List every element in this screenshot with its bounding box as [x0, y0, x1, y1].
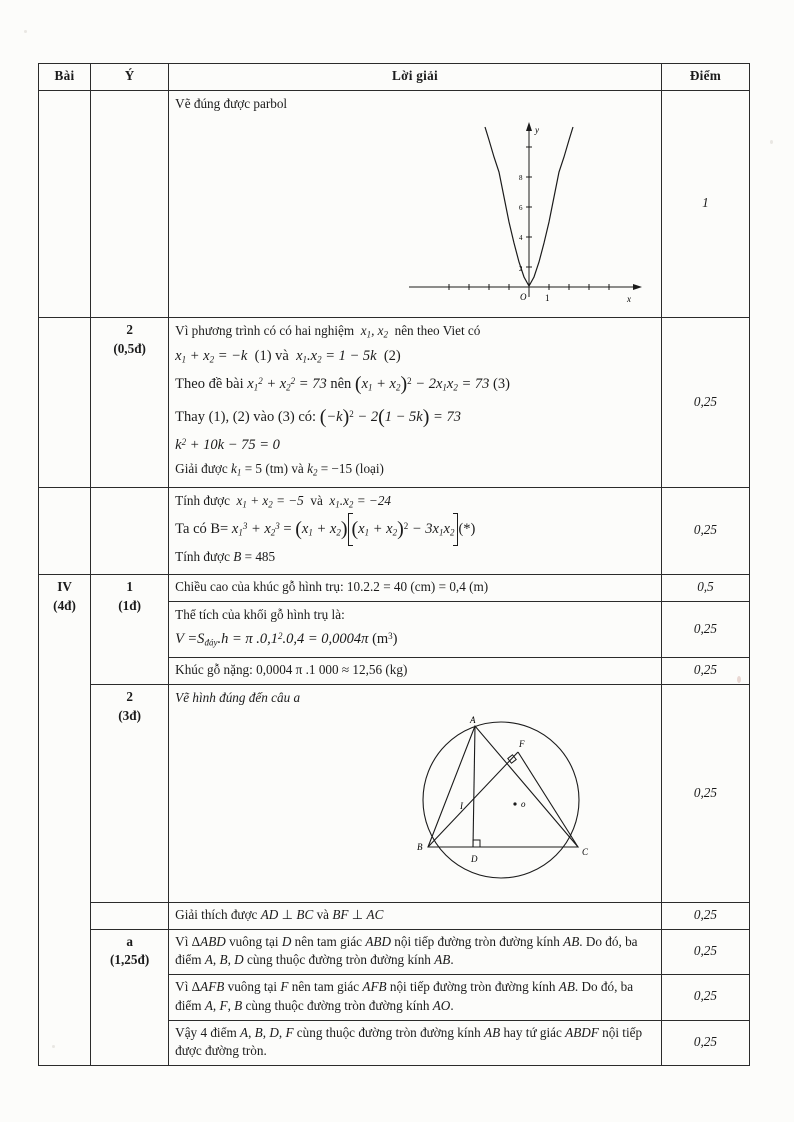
cell-y: [91, 90, 169, 318]
solution-line: Vì ΔABD vuông tại D nên tam giác ABD nội tiếp đường tròn đường kính AB. Do đó, ba điểm A, B, D cùng thuộc đường tròn đường kính AB.: [175, 933, 638, 968]
table-row: [39, 685, 750, 903]
solution-line: $V =S_{đáy}.h = \pi$ $.0,1^2.0,4 = 0,0004\pi$ $(m^3)$: [175, 630, 398, 648]
cell-diem: 0,25: [661, 975, 749, 1020]
svg-text:o: o: [521, 798, 526, 809]
cell-y-main: 1: [126, 579, 133, 595]
solution-line: Thể tích của khối gỗ hình trụ là:: [175, 607, 345, 623]
cell-y: [91, 575, 169, 685]
cell-diem: 1: [661, 90, 749, 318]
table-row: [39, 929, 750, 974]
parabola-figure: [175, 117, 655, 313]
parabola-svg: [399, 119, 649, 309]
solution-line: Giải thích được AD ⊥ BC và BF ⊥ AC: [175, 906, 384, 922]
solution-line: Khúc gỗ nặng: 0,0004 π .1 000 ≈ 12,56 (kg): [175, 662, 408, 678]
cell-solution: [169, 487, 662, 574]
svg-text:8: 8: [518, 174, 523, 183]
svg-text:F: F: [519, 738, 525, 749]
solution-line: Tính được B = 485: [175, 548, 276, 564]
header-loi-giai: Lời giải: [169, 64, 662, 91]
svg-text:O: O: [519, 292, 527, 303]
svg-text:y: y: [534, 125, 539, 136]
cell-y-sub: (0,5đ): [113, 341, 146, 357]
svg-text:6: 6: [518, 204, 523, 213]
svg-text:1: 1: [544, 293, 550, 304]
solution-line: Theo đề bài $x_1^2 + x_2^2 = 73$ nên $(x_1 + x_2)^2 - 2x_1x_2 = 73$ (3): [175, 373, 510, 396]
cell-y: [91, 902, 169, 929]
solution-line: Ta có $B= x_1^3 + x_2^3 = (x_1 + x_2) (x_1 + x_2)^2 - 3x_1x_2$ (*): [175, 515, 655, 543]
solution-line: Vì phương trình có có hai nghiệm $x_1$, $x_2$ nên theo Viet có: [175, 323, 481, 340]
cell-solution: [169, 902, 662, 929]
table-row: [39, 487, 750, 574]
svg-text:x: x: [626, 294, 631, 305]
cell-solution: [169, 658, 662, 685]
cell-solution: [169, 1020, 662, 1065]
svg-text:I: I: [460, 800, 464, 811]
cell-y-sub: (1,25đ): [110, 952, 150, 968]
solution-line: Chiều cao của khúc gỗ hình trụ: 10.2.2 = 40 (cm) = 0,4 (m): [175, 579, 489, 595]
solution-line: Vẽ hình đúng đến câu a: [175, 690, 301, 706]
cell-y: [91, 929, 169, 1065]
cell-diem: 0,25: [661, 602, 749, 658]
header-diem: Điểm: [661, 64, 749, 91]
cell-diem: 0,25: [661, 658, 749, 685]
cell-y-main: 2: [126, 322, 133, 338]
cell-bai-IV: [39, 575, 91, 1066]
svg-text:C: C: [582, 846, 589, 857]
cell-diem: 0,25: [661, 318, 749, 488]
table-header-row: [39, 64, 750, 91]
cell-diem: 0,25: [661, 685, 749, 903]
table-row: [39, 318, 750, 488]
cell-solution: [169, 685, 662, 903]
cell-y-sub: (1đ): [118, 598, 141, 614]
svg-text:A: A: [470, 715, 476, 725]
svg-text:2: 2: [518, 265, 523, 274]
cell-y-sub: (3đ): [118, 707, 141, 723]
header-y: Ý: [91, 64, 169, 91]
cell-diem: 0,5: [661, 575, 749, 602]
solution-line: $k^2 + 10k - 75 = 0$: [175, 437, 280, 454]
solution-line: Tính được $x_1 + x_2 = -5$ và $x_1.x_2 = -24$: [175, 492, 392, 510]
bai-number: IV: [57, 579, 72, 595]
scan-speckle: [24, 30, 27, 33]
svg-text:B: B: [417, 841, 423, 852]
cell-solution: [169, 975, 662, 1020]
table-row: [39, 575, 750, 602]
cell-diem: 0,25: [661, 902, 749, 929]
scan-speckle: [770, 140, 773, 144]
bai-points: (4đ): [53, 598, 76, 614]
cell-bai: [39, 318, 91, 488]
cell-bai: [39, 90, 91, 318]
cell-solution: [169, 602, 662, 658]
solution-line: Giải được $k_1 = 5$ (tm) và $k_2 = -15$ (loại): [175, 460, 384, 478]
solution-line: $x_1 + x_2 = -k$ (1) và $x_1.x_2 = 1 - 5k$ (2): [175, 347, 401, 365]
solution-table: [38, 63, 750, 1066]
svg-text:4: 4: [518, 234, 523, 243]
svg-text:D: D: [471, 853, 478, 864]
header-bai: Bài: [39, 64, 91, 91]
cell-y-main: a: [126, 933, 133, 949]
cell-y: [91, 487, 169, 574]
solution-line: Vì ΔAFB vuông tại F nên tam giác AFB nội tiếp đường tròn đường kính AB. Do đó, ba điểm A, F, B cùng thuộc đường tròn đường kính AO.: [175, 979, 634, 1013]
solution-text: Vẽ đúng được parbol: [175, 95, 288, 111]
solution-line: Vậy 4 điểm A, B, D, F cùng thuộc đường tròn đường kính AB hay tứ giác ABDF nội tiếp được đường tròn.: [175, 1024, 643, 1059]
cell-solution: [169, 318, 662, 488]
cell-bai: [39, 487, 91, 574]
cell-y: [91, 685, 169, 903]
cell-solution: [169, 575, 662, 602]
cell-y-main: 2: [126, 689, 133, 705]
solution-line: Thay (1), (2) vào (3) có: $(-k)^2 - 2(1 - 5k) = 73$: [175, 405, 461, 428]
cell-diem: 0,25: [661, 487, 749, 574]
cell-y: [91, 318, 169, 488]
cell-solution: [169, 929, 662, 974]
cell-solution: [169, 90, 662, 318]
circle-figure: [175, 712, 655, 898]
table-row: [39, 902, 750, 929]
circle-svg: [373, 716, 635, 888]
cell-diem: 0,25: [661, 1020, 749, 1065]
cell-diem: 0,25: [661, 929, 749, 974]
table-row: [39, 90, 750, 318]
